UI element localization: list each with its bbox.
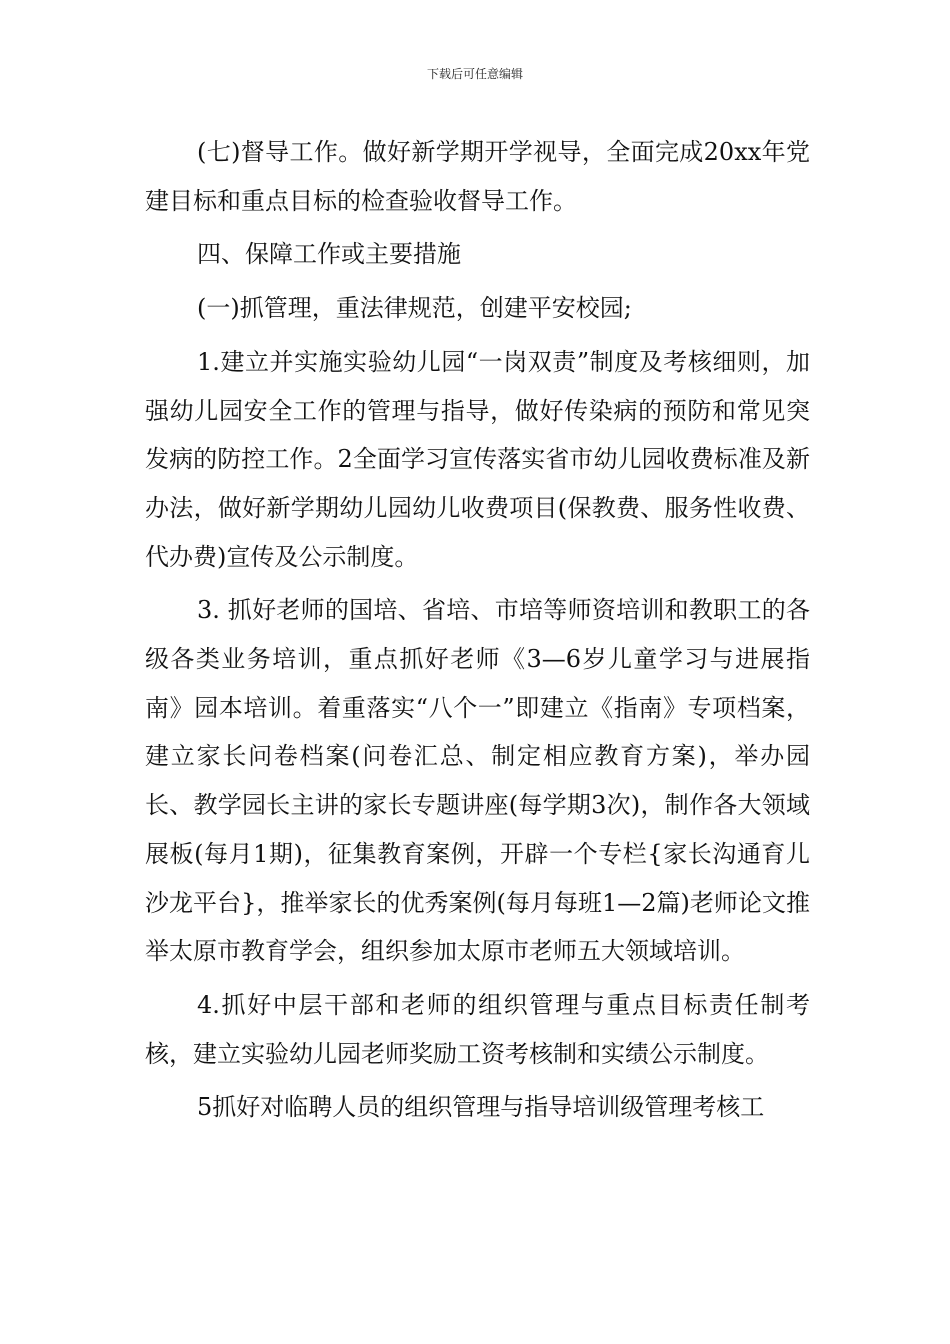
subsection-heading-management: (一)抓管理，重法律规范，创建平安校园; <box>197 294 632 323</box>
page-header: 下载后可任意编辑 <box>426 67 523 81</box>
paragraph-item-1: 1.建立并实施实验幼儿园“一岗双责”制度及考核细则，加强幼儿园安全工作的管理与指导，做好传染病的预防和常见突发病的防控工作。2全面学习宣传落实省市幼儿园收费标准及新办法，做好新学期幼儿园幼儿收费项目(保教费、服务性收费、代办费)宣传及公示制度。 <box>145 347 810 571</box>
section-heading-measures: 四、保障工作或主要措施 <box>197 240 461 269</box>
document-body <box>145 128 810 1132</box>
paragraph-item-3: 3. 抓好老师的国培、省培、市培等师资培训和教职工的各级各类业务培训，重点抓好老师《3—6岁儿童学习与进展指南》园本培训。着重落实“八个一”即建立《指南》专项档案，建立家长问卷档案(问卷汇总、制定相应教育方案)，举办园长、教学园长主讲的家长专题讲座(每学期3次)，制作各大领域展板(每月1期)，征集教育案例，开辟一个专栏{家长沟通育儿沙龙平台}，推举家长的优秀案例(每月每班1—2篇)老师论文推举太原市教育学会，组织参加太原市老师五大领域培训。 <box>145 596 810 966</box>
paragraph-supervision: (七)督导工作。做好新学期开学视导，全面完成20xx年党建目标和重点目标的检查验收督导工作。 <box>145 138 810 215</box>
paragraph-item-5: 5抓好对临聘人员的组织管理与指导培训级管理考核工 <box>197 1093 765 1122</box>
paragraph-item-4: 4.抓好中层干部和老师的组织管理与重点目标责任制考核，建立实验幼儿园老师奖励工资考核制和实绩公示制度。 <box>145 990 810 1068</box>
